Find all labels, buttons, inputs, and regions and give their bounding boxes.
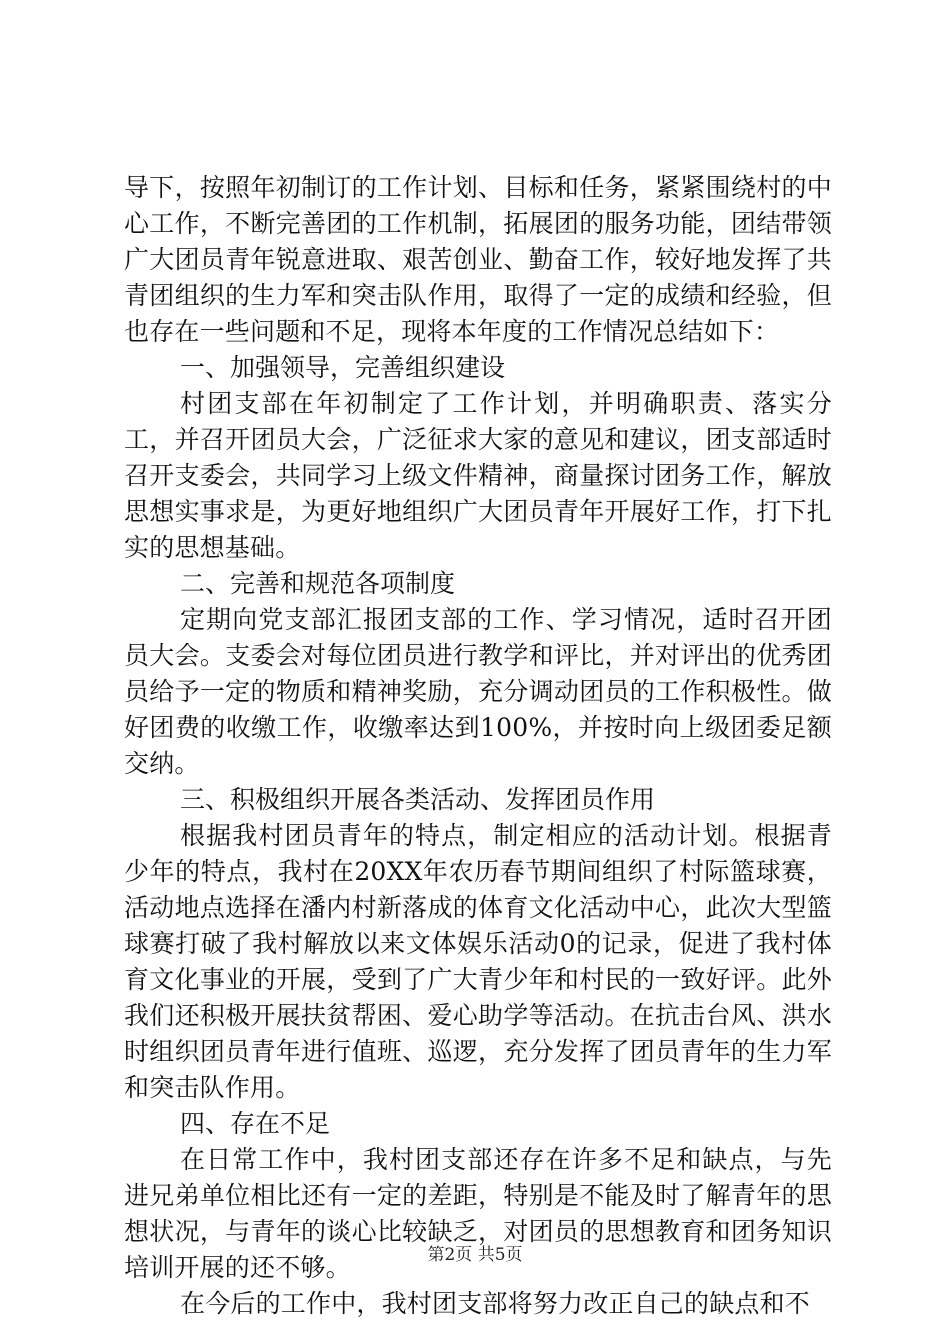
paragraph-section-2: 定期向党支部汇报团支部的工作、学习情况，适时召开团员大会。支委会对每位团员进行教学和评比，并对评出的优秀团员给予一定的物质和精神奖励，充分调动团员的工作积极性。做好团费的收缴工作，收缴率达到100%，并按时向上级团委足额交纳。 bbox=[124, 605, 832, 778]
paragraph-closing: 在今后的工作中，我村团支部将努力改正自己的缺点和不 bbox=[180, 1289, 811, 1318]
section-heading-1: 一、加强领导，完善组织建设 bbox=[180, 353, 506, 382]
section-heading-4: 四、存在不足 bbox=[180, 1109, 331, 1138]
document-body bbox=[124, 170, 832, 1322]
section-heading-2: 二、完善和规范各项制度 bbox=[180, 569, 456, 598]
paragraph-section-1: 村团支部在年初制定了工作计划，并明确职责、落实分工，并召开团员大会，广泛征求大家的意见和建议，团支部适时召开支委会，共同学习上级文件精神，商量探讨团务工作，解放思想实事求是，为更好地组织广大团员青年开展好工作，打下扎实的思想基础。 bbox=[124, 389, 832, 562]
page-footer: 第2页 共5页 bbox=[427, 1245, 523, 1265]
paragraph-section-3: 根据我村团员青年的特点，制定相应的活动计划。根据青少年的特点，我村在20XX年农历春节期间组织了村际篮球赛，活动地点选择在潘内村新落成的体育文化活动中心，此次大型篮球赛打破了我村解放以来文体娱乐活动0的记录，促进了我村体育文化事业的开展，受到了广大青少年和村民的一致好评。此外我们还积极开展扶贫帮困、爱心助学等活动。在抗击台风、洪水时组织团员青年进行值班、巡逻，充分发挥了团员青年的生力军和突击队作用。 bbox=[124, 821, 832, 1102]
paragraph-intro: 导下，按照年初制订的工作计划、目标和任务，紧紧围绕村的中心工作，不断完善团的工作机制，拓展团的服务功能，团结带领广大团员青年锐意进取、艰苦创业、勤奋工作，较好地发挥了共青团组织的生力军和突击队作用，取得了一定的成绩和经验，但也存在一些问题和不足，现将本年度的工作情况总结如下： bbox=[124, 173, 832, 346]
section-heading-3: 三、积极组织开展各类活动、发挥团员作用 bbox=[180, 785, 656, 814]
paragraph-section-4: 在日常工作中，我村团支部还存在许多不足和缺点，与先进兄弟单位相比还有一定的差距，特别是不能及时了解青年的思想状况，与青年的谈心比较缺乏，对团员的思想教育和团务知识培训开展的还不够。 bbox=[124, 1145, 832, 1282]
